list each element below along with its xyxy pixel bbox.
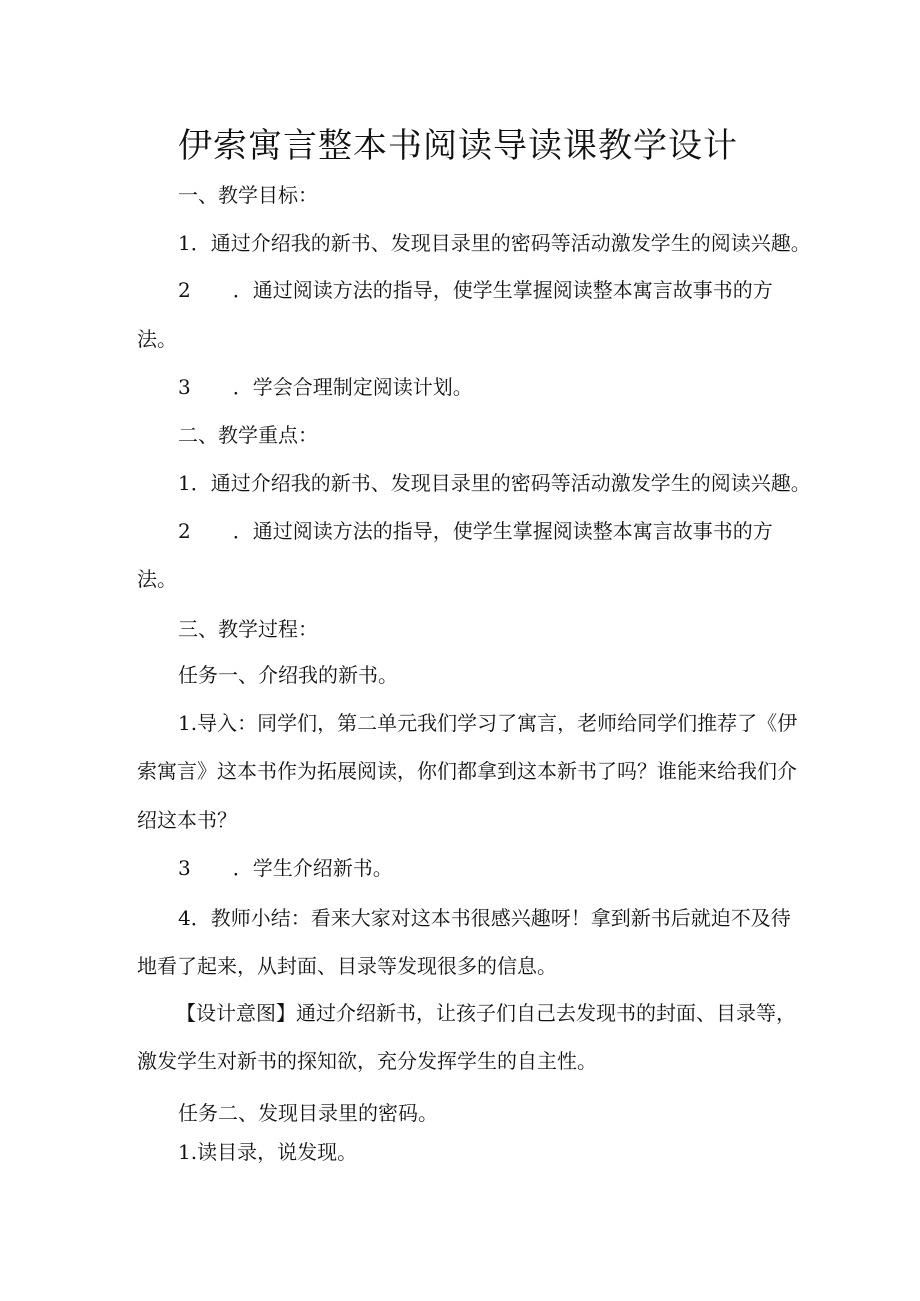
goal-2-continuation: 法。 xyxy=(137,327,177,351)
goal-3-text: ．学会合理制定阅读计划。 xyxy=(232,375,473,399)
goal-2-text: ．通过阅读方法的指导，使学生掌握阅读整本寓言故事书的方 xyxy=(232,278,773,302)
key-point-2-text: ．通过阅读方法的指导，使学生掌握阅读整本寓言故事书的方 xyxy=(232,519,773,543)
step-1-line-2: 索寓言》这本书作为拓展阅读，你们都拿到这本新书了吗？谁能来给我们介 xyxy=(137,759,797,783)
task-2-heading: 任务二、发现目录里的密码。 xyxy=(178,1101,438,1125)
task-2-step-1: 1.读目录，说发现。 xyxy=(178,1140,358,1164)
goal-3-number: 3 xyxy=(178,375,191,399)
document-title: 伊索寓言整本书阅读导读课教学设计 xyxy=(178,126,738,166)
key-point-2-continuation: 法。 xyxy=(137,567,177,591)
goal-3 xyxy=(178,377,473,397)
key-point-2 xyxy=(178,521,773,541)
goal-2 xyxy=(178,280,773,300)
step-1-line-1: 1.导入：同学们，第二单元我们学习了寓言，老师给同学们推荐了《伊 xyxy=(178,711,798,735)
step-3 xyxy=(178,858,393,878)
design-intent-line-1: 【设计意图】通过介绍新书，让孩子们自己去发现书的封面、目录等， xyxy=(176,1001,796,1025)
step-4-line-1: 4．教师小结：看来大家对这本书很感兴趣呀！拿到新书后就迫不及待 xyxy=(178,906,791,930)
step-3-number: 3 xyxy=(178,856,191,880)
goal-1: 1．通过介绍我的新书、发现目录里的密码等活动激发学生的阅读兴趣。 xyxy=(178,231,811,255)
section-heading-key-points: 二、教学重点： xyxy=(178,423,318,447)
step-3-text: ．学生介绍新书。 xyxy=(232,856,393,880)
key-point-2-number: 2 xyxy=(178,519,191,543)
section-heading-process: 三、教学过程： xyxy=(178,617,318,641)
section-heading-goals: 一、教学目标： xyxy=(178,183,318,207)
step-1-line-3: 绍这本书？ xyxy=(137,808,237,832)
step-4-line-2: 地看了起来，从封面、目录等发现很多的信息。 xyxy=(137,954,557,978)
task-1-heading: 任务一、介绍我的新书。 xyxy=(178,663,398,687)
goal-2-number: 2 xyxy=(178,278,191,302)
design-intent-line-2: 激发学生对新书的探知欲，充分发挥学生的自主性。 xyxy=(137,1049,597,1073)
key-point-1: 1．通过介绍我的新书、发现目录里的密码等活动激发学生的阅读兴趣。 xyxy=(178,471,811,495)
